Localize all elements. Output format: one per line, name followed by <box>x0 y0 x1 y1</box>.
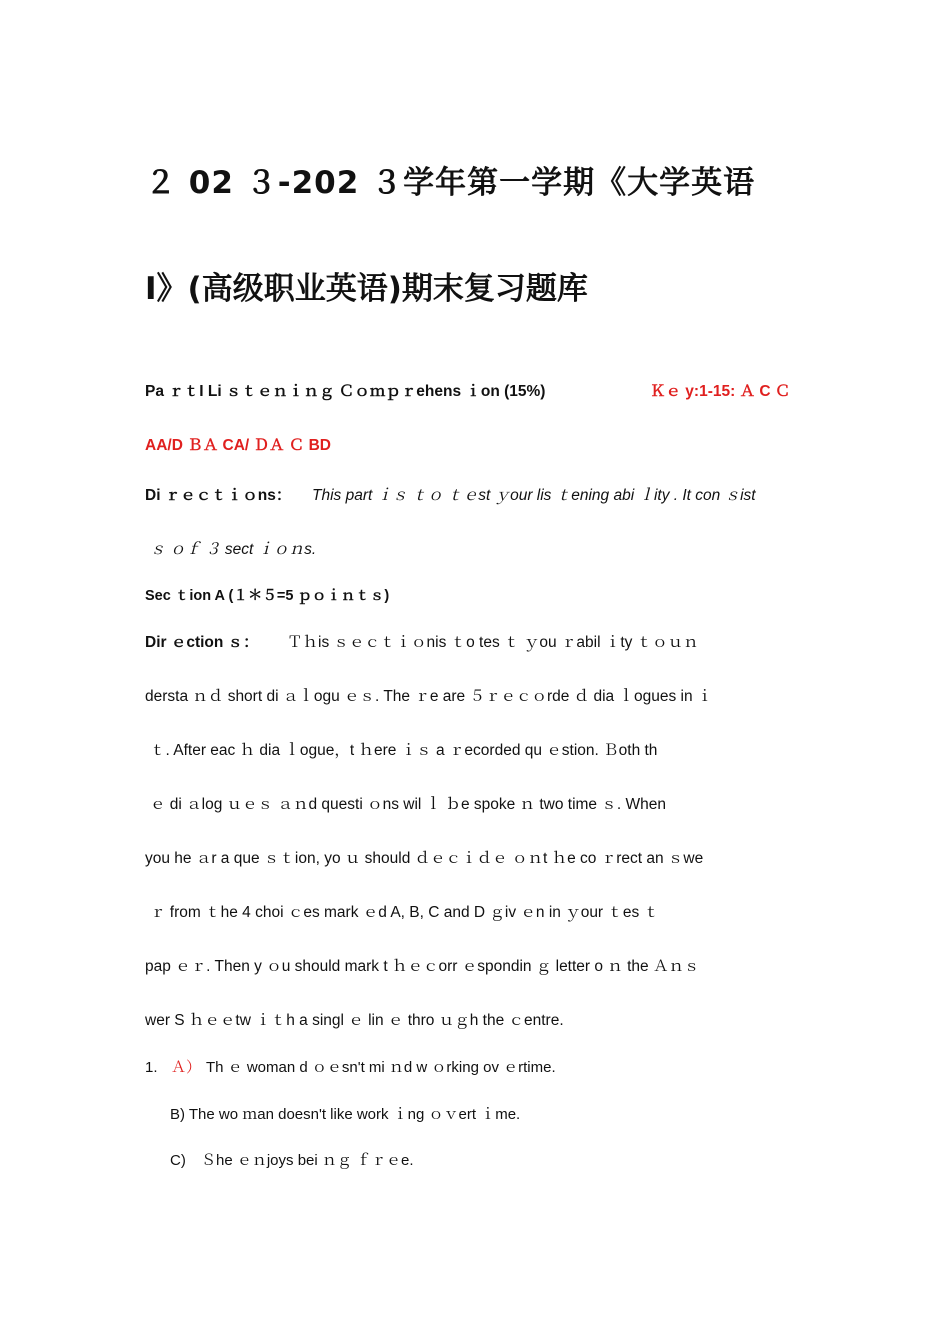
directions-text-line-1: This part ｉｓ ｔｏ ｔｅst ｙour lis ｔening abi ｌity . It con ｓist <box>312 487 756 504</box>
section-a-directions-row <box>145 633 807 653</box>
section-a-directions-line-3: ｔ. After eac ｈ dia ｌogue，t ｈere ｉｓ a ｒecorded qu ｅstion. Ｂoth th <box>150 742 658 759</box>
section-a-heading: Sec ｔion A (１＊５=5 ｐｏｉｎｔｓ) <box>145 588 390 604</box>
section-a-directions-line-1: Ｔｈis ｓｅｃｔｉｏnis ｔo tes ｔ ｙou ｒabil ｉty ｔｏｕｎ <box>287 634 699 651</box>
question-1-number: 1. <box>145 1059 158 1076</box>
part1-heading-row <box>145 382 807 402</box>
section-a-directions-line-2: dersta ｎｄ short di ａｌogu ｅｓ. The ｒe are ５ｒｅｃｏrde ｄ dia ｌogues in ｉ <box>145 688 713 705</box>
question-1-option-c: Ｓhe ｅｎjoys bei ｎｇ ｆｒｅe. <box>201 1152 414 1169</box>
answer-key-line-1: Ｋｅ y:1-15: Ａ C Ｃ <box>650 383 791 400</box>
answer-key-line-2: AA/D ＢＡ CA/ ＤＡ Ｃ BD <box>145 437 332 454</box>
part1-heading: Pa ｒｔI Li ｓｔｅｎｉｎｇ Ｃｏｍｐｒehens ｉon (15%) <box>145 383 546 400</box>
section-a-directions-line-6: ｒ from ｔhe 4 choi ｃes mark ｅd A, B, C and D ｇiv ｅn in ｙour ｔes ｔ <box>150 904 660 921</box>
section-a-directions-line-7: pap ｅｒ. Then y ｏu should mark t ｈｅｃorr ｅspondin ｇ letter o ｎ the Ａｎｓ <box>145 958 700 975</box>
section-a-directions-line-5: you he ａr a que ｓｔion, yo ｕ should ｄｅｃｉｄｅ ｏｎt ｈe co ｒrect an ｓwe <box>145 850 704 867</box>
section-a-directions-line-8: wer S ｈｅｅtw ｉｔh a singl ｅ lin ｅ thro ｕｇh the ｃentre. <box>145 1012 564 1029</box>
section-a-directions-line-4: ｅ di ａlog ｕｅｓ ａｎd questi ｏns wil ｌ ｂe spoke ｎ two time ｓ. When <box>150 796 666 813</box>
document-title-line-2: I》(高级职业英语)期末复习题库 <box>145 271 588 307</box>
question-1-option-b: B) The wo ｍan doesn't like work ｉng ｏｖert ｉme. <box>170 1106 521 1123</box>
document-title-line-1: ２ 02 ３-202 ３学年第一学期《大学英语 <box>145 165 756 201</box>
question-1-option-c-label: C) <box>170 1152 186 1169</box>
directions-label: Di ｒｅｃｔｉｏns： <box>145 487 292 504</box>
question-1-option-a: Th ｅ woman d ｏｅsn't mi ｎd w ｏrking ov ｅrtime. <box>206 1059 556 1076</box>
directions-text-line-2: ｓ ｏｆ ３ sect ｉｏｎs. <box>150 541 317 558</box>
section-a-directions-label: Dir ｅction ｓ： <box>145 634 259 651</box>
directions-row <box>145 486 807 506</box>
question-1-option-a-label: Ａ） <box>171 1059 202 1076</box>
